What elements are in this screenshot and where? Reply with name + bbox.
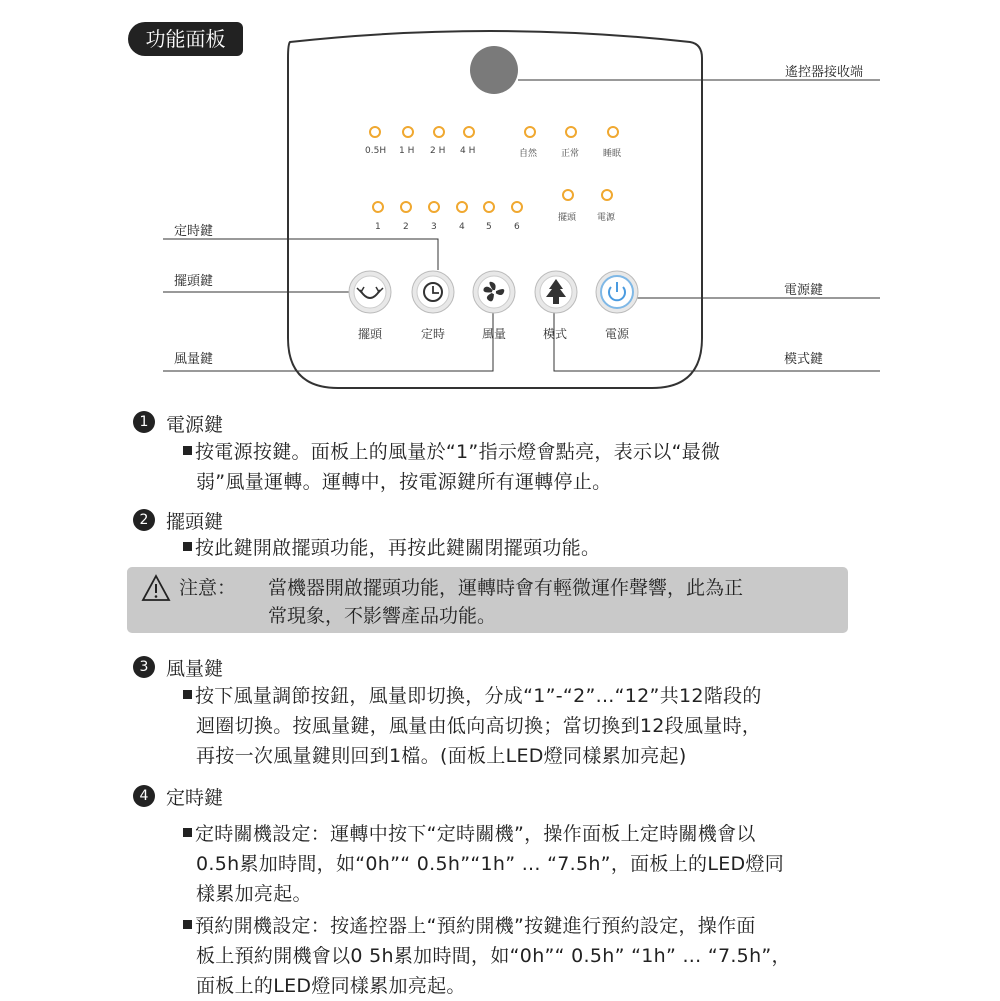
section-number-4: 4 (133, 785, 155, 807)
led-timer-0.5h (370, 127, 380, 137)
led-timer-1h (403, 127, 413, 137)
fan-speed-button (473, 271, 515, 313)
led-mode-natural (525, 127, 535, 137)
section-3-paragraph: 按下風量調節按鈕，風量即切換，分成“1”-“2”...“12”共12階段的 迴圈切換。按風量鍵，風量由低向高切換；當切換到12段風量時， 再按一次風量鍵則回到1檔。(面板上LED燈同樣累加亮起) (183, 681, 762, 771)
led-label-speed-2: 2 (403, 222, 409, 232)
led-timer-2h (434, 127, 444, 137)
led-label-speed-3: 3 (431, 222, 437, 232)
remote-receiver (470, 46, 518, 94)
swing-button (349, 271, 391, 313)
timer-button (412, 271, 454, 313)
led-label-normal: 正常 (561, 149, 580, 159)
led-label-1h: 1 H (399, 146, 415, 156)
led-mode-normal (566, 127, 576, 137)
section-number-1: 1 (133, 411, 155, 433)
callout-receiver: 遙控器接收端 (785, 65, 864, 80)
led-label-natural: 自然 (519, 149, 538, 159)
led-label-2h: 2 H (430, 146, 446, 156)
section-2-paragraph: 按此鍵開啟擺頭功能，再按此鍵關閉擺頭功能。 (183, 533, 600, 563)
led-label-4h: 4 H (460, 146, 476, 156)
button-label-mode: 模式 (543, 327, 568, 341)
led-label-0.5h: 0.5H (365, 146, 387, 156)
callout-mode-key: 模式鍵 (784, 352, 824, 367)
led-label-speed-1: 1 (375, 222, 381, 232)
led-label-sleep: 睡眠 (603, 149, 622, 159)
callout-fan-key: 風量鍵 (174, 352, 214, 367)
callout-timer-key: 定時鍵 (174, 224, 214, 239)
led-label-speed-4: 4 (459, 222, 465, 232)
button-label-fan: 風量 (482, 327, 507, 341)
note-line-1: 當機器開啟擺頭功能，運轉時會有輕微運作聲響，此為正 (268, 577, 744, 599)
speed-led-row (373, 190, 612, 212)
section-title-fan: 風量鍵 (166, 658, 224, 680)
page-title: 功能面板 (128, 22, 243, 56)
led-status-swing (563, 190, 573, 200)
section-title-timer: 定時鍵 (166, 787, 224, 809)
bullet-icon (183, 446, 192, 455)
section-1-paragraph: 按電源按鍵。面板上的風量於“1”指示燈會點亮，表示以“最微 弱”風量運轉。運轉中，按電源鍵所有運轉停止。 (183, 437, 720, 497)
led-speed-5 (484, 202, 494, 212)
bullet-icon (183, 542, 192, 551)
mode-button (535, 271, 577, 313)
led-status-power (602, 190, 612, 200)
button-label-timer: 定時 (421, 327, 446, 341)
section-4-paragraph-1: 定時關機設定：運轉中按下“定時關機”，操作面板上定時關機會以 0.5h累加時間，如“0h”“ 0.5h”“1h” ... “7.5h”，面板上的LED燈同 樣累加亮起。 (183, 819, 784, 909)
warning-icon (141, 574, 171, 602)
led-speed-1 (373, 202, 383, 212)
section-4-paragraph-2: 預約開機設定：按遙控器上“預約開機”按鍵進行預約設定，操作面 板上預約開機會以0 5h累加時間，如“0h”“ 0.5h” “1h” ... “7.5h”， 面板上的LED燈同樣累加亮起。 (183, 911, 791, 1001)
button-label-power: 電源 (605, 327, 630, 341)
power-button (596, 271, 638, 313)
led-speed-3 (429, 202, 439, 212)
bullet-icon (183, 690, 192, 699)
led-label-speed-6: 6 (514, 222, 520, 232)
note-label: 注意： (179, 577, 237, 599)
button-label-swing: 擺頭 (358, 327, 383, 341)
timer-led-row (370, 127, 618, 137)
callout-swing-key: 擺頭鍵 (174, 274, 214, 289)
led-speed-2 (401, 202, 411, 212)
led-speed-6 (512, 202, 522, 212)
led-speed-4 (457, 202, 467, 212)
led-label-speed-5: 5 (486, 222, 492, 232)
bullet-icon (183, 828, 192, 837)
section-number-2: 2 (133, 509, 155, 531)
led-mode-sleep (608, 127, 618, 137)
bullet-icon (183, 920, 192, 929)
section-title-swing: 擺頭鍵 (166, 511, 224, 533)
note-line-2: 常現象，不影響產品功能。 (268, 605, 497, 627)
led-timer-4h (464, 127, 474, 137)
section-title-power: 電源鍵 (166, 414, 224, 436)
led-label-swing: 擺頭 (558, 213, 577, 223)
section-number-3: 3 (133, 656, 155, 678)
led-label-power: 電源 (597, 213, 616, 223)
callout-power-key: 電源鍵 (784, 283, 824, 298)
